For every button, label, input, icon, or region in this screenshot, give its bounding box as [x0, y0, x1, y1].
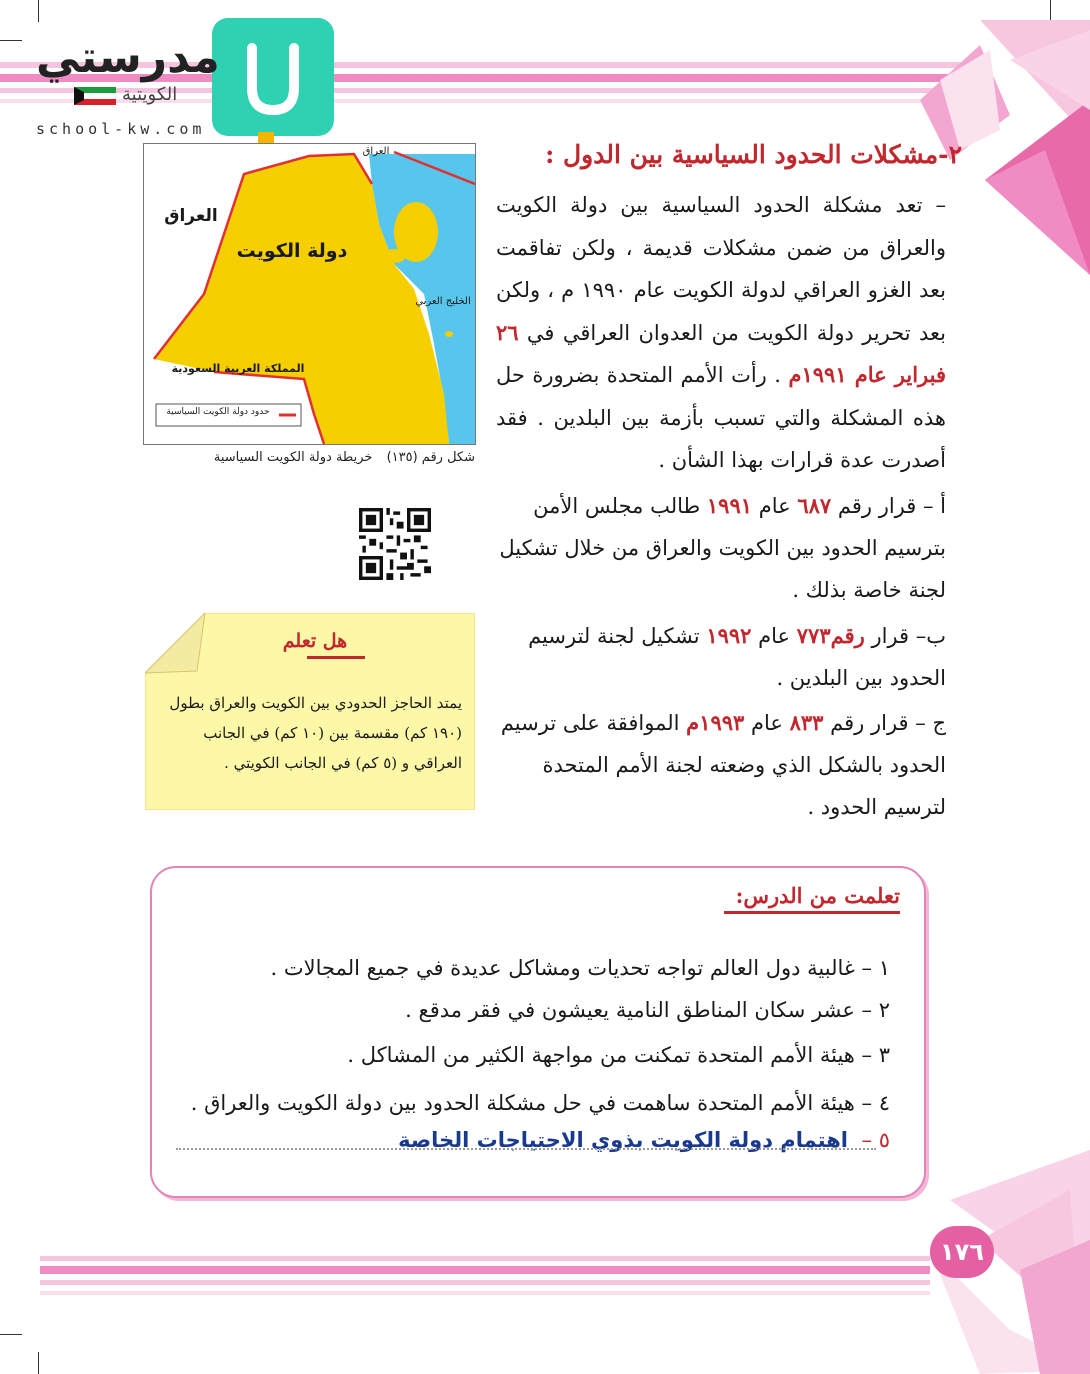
- paragraph-part2: . رأت الأمم المتحدة بضرورة حل هذه المشكلة والتي تسبب بأزمة بين البلدين . فقد أصدرت عدة قرارات بهذا الشأن .: [496, 363, 946, 472]
- decision-item-b: [496, 615, 946, 699]
- did-you-know-title: هل تعلم: [282, 630, 348, 652]
- decision-text: طالب مجلس الأمن بترسيم الحدود بين الكويت والعراق من خلال تشكيل لجنة خاصة بذلك .: [499, 494, 946, 602]
- decision-item-c: [496, 702, 946, 828]
- logo-name: مدرستي: [36, 32, 220, 83]
- crop-mark: [0, 1334, 22, 1335]
- decision-year-word: عام: [751, 711, 783, 735]
- decision-prefix: أ – قرار رقم: [837, 494, 946, 518]
- logo-url: school-kw.com: [36, 120, 206, 138]
- learned-item: ١ – غالبية دول العالم تواجه تحديات ومشاكل عديدة في جميع المجالات .: [270, 956, 890, 980]
- dotted-line: [176, 1148, 876, 1150]
- decision-item-a: [496, 485, 946, 611]
- page-number: ١٧٦: [930, 1226, 994, 1278]
- learned-item: ٢ – عشر سكان المناطق النامية يعيشون في فقر مدقع .: [405, 998, 890, 1022]
- decision-year: ١٩٩٣م: [686, 710, 745, 735]
- paragraph-part1: – تعد مشكلة الحدود السياسية بين دولة الكويت والعراق من ضمن مشكلات قديمة ، ولكن تفاقمت بعد الغزو العراقي لدولة الكويت عام ١٩٩٠ م ، ولكن بعد تحرير دولة الكويت من العدوان العراقي في: [496, 193, 946, 345]
- learned-underline: [724, 911, 900, 914]
- decision-prefix: ج – قرار رقم: [830, 711, 946, 735]
- decision-year-word: عام: [758, 624, 791, 648]
- logo-subtitle: الكويتية: [122, 84, 178, 105]
- crop-mark: [38, 1352, 39, 1374]
- map-label-saudi: المملكة العربية السعودية: [171, 362, 305, 375]
- decision-number: ٨٣٣: [789, 710, 824, 735]
- did-you-know-text: يمتد الحاجز الحدودي بين الكويت والعراق بطول (١٩٠ كم) مقسمة بين (١٠ كم) في الجانب العراقي و (٥ كم) في الجانب الكويتي .: [169, 694, 462, 772]
- decision-year: ١٩٩١: [706, 493, 753, 518]
- decision-text: الموافقة على ترسيم الحدود بالشكل الذي وضعته لجنة الأمم المتحدة لترسيم الحدود .: [500, 711, 946, 819]
- paragraph-date: ٢٦ فبراير عام ١٩٩١م: [496, 319, 947, 387]
- map-label-iraq-top: العراق: [362, 146, 390, 157]
- section-title: ٢-مشكلات الحدود السياسية بين الدول :: [545, 140, 962, 169]
- learned-title: تعلمت من الدرس:: [735, 883, 900, 908]
- map-caption-title: خريطة دولة الكويت السياسية: [213, 450, 373, 465]
- decision-prefix: ب– قرار: [871, 624, 946, 648]
- intro-paragraph: [496, 184, 946, 482]
- kuwait-map: [143, 143, 476, 445]
- decision-number: رقم٧٧٣: [796, 623, 865, 648]
- map-caption-fig: شكل رقم (١٣٥): [386, 450, 475, 465]
- crop-mark: [1050, 0, 1051, 22]
- map-caption: [145, 450, 475, 465]
- decision-year-word: عام: [758, 494, 791, 518]
- kuwait-flag-icon: [74, 87, 116, 105]
- learned-item: ٣ – هيئة الأمم المتحدة تمكنت من مواجهة الكثير من المشاكل .: [347, 1043, 890, 1067]
- learned-item: ٤ – هيئة الأمم المتحدة ساهمت في حل مشكلة الحدود بين دولة الكويت والعراق .: [190, 1091, 890, 1115]
- crop-mark: [38, 0, 39, 22]
- map-label-gulf: الخليج العربي: [415, 296, 471, 307]
- did-you-know-underline: [307, 656, 365, 659]
- map-label-iraq: العراق: [164, 206, 218, 226]
- qr-code-icon: [359, 508, 431, 580]
- map-legend-label: حدود دولة الكويت السياسية: [166, 407, 270, 417]
- decision-text: تشكيل لجنة لترسيم الحدود بين البلدين .: [528, 624, 946, 690]
- logo-badge-icon: [212, 18, 334, 136]
- decision-number: ٦٨٧: [797, 493, 832, 518]
- learned-item-number: ٥ –: [861, 1128, 890, 1152]
- map-label-kuwait: دولة الكويت: [236, 240, 348, 262]
- learned-item-handwritten: اهتمام دولة الكويت بذوي الاحتياجات الخاصة: [398, 1128, 848, 1152]
- crop-mark: [0, 40, 22, 41]
- decision-year: ١٩٩٢: [706, 623, 752, 648]
